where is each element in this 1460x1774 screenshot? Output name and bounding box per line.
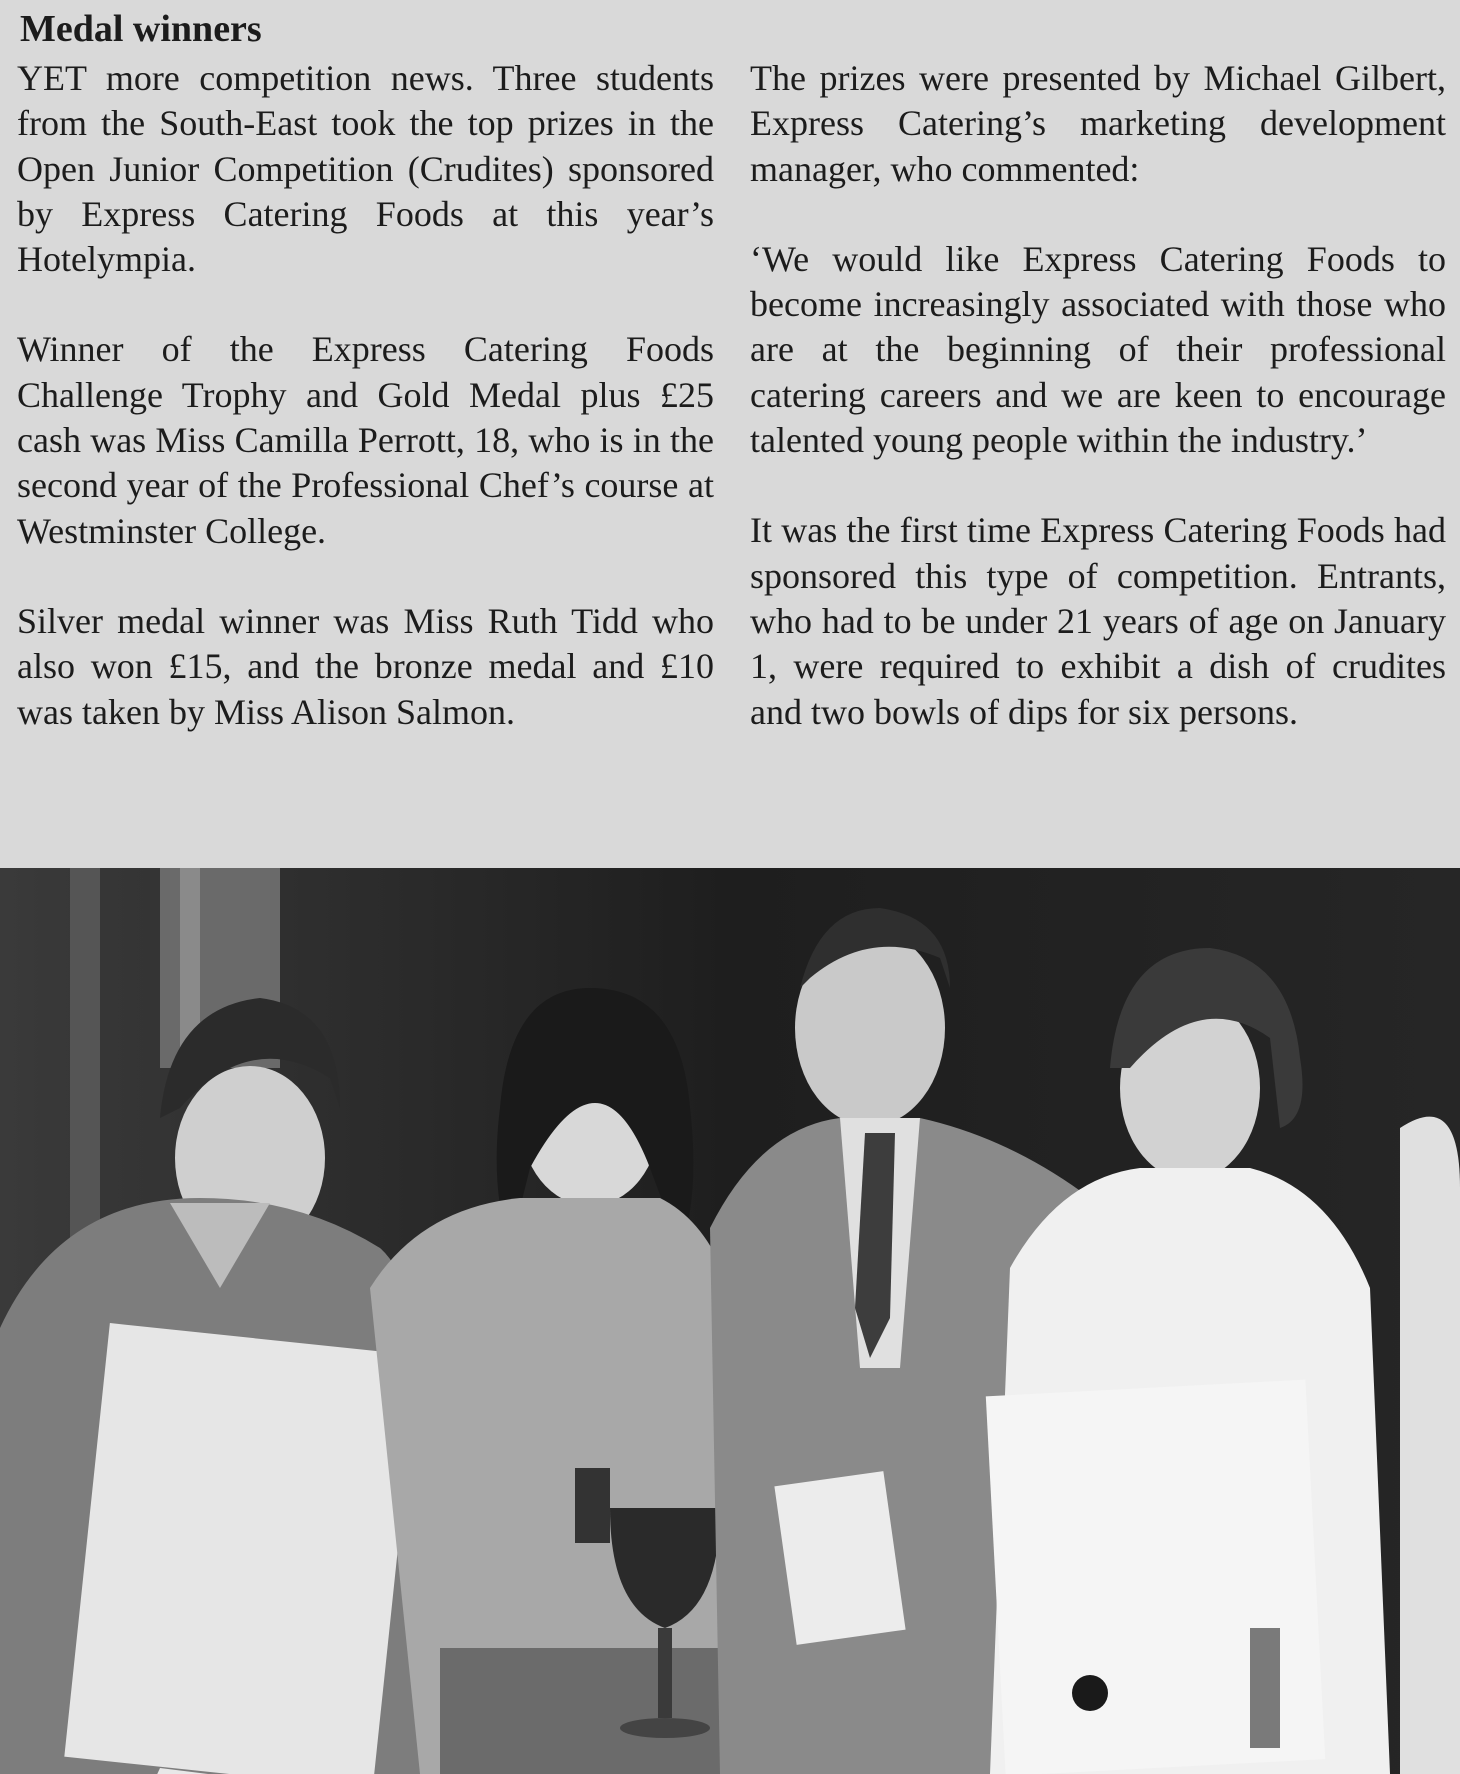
article-headline: Medal winners <box>20 8 262 50</box>
paragraph-intro: YET more competition news. Three students from the South-East took the top prizes in the Open Junior Competition (Crudites) sponsored by Express Catering Foods at this year’s Hotelympia. <box>17 58 714 280</box>
left-column <box>17 56 714 780</box>
winners-photo <box>0 868 1460 1774</box>
paragraph-competition-details: It was the first time Express Catering Foods had sponsored this type of competition. Entrants, who had to be under 21 years of age on January 1, were required to exhibit a dish of crudites and two bowls of dips for six persons. <box>750 510 1446 732</box>
paragraph-quote: ‘We would like Express Catering Foods to become increasingly associated with those who are at the beginning of their professional catering careers and we are keen to encourage talented young people within the industry.’ <box>750 238 1446 461</box>
paragraph-silver-bronze: Silver medal winner was Miss Ruth Tidd who also won £15, and the bronze medal and £10 was taken by Miss Alison Salmon. <box>17 600 714 732</box>
paragraph-gold-winner: Winner of the Express Catering Foods Challenge Trophy and Gold Medal plus £25 cash was Miss Camilla Perrott, 18, who is in the second year of the Professional Chef’s course at Westminster College. <box>17 329 714 551</box>
right-column <box>750 56 1446 780</box>
photo-illustration <box>0 868 1460 1774</box>
paragraph-presenter: The prizes were presented by Michael Gilbert, Express Catering’s marketing development manager, who commented: <box>750 58 1446 189</box>
